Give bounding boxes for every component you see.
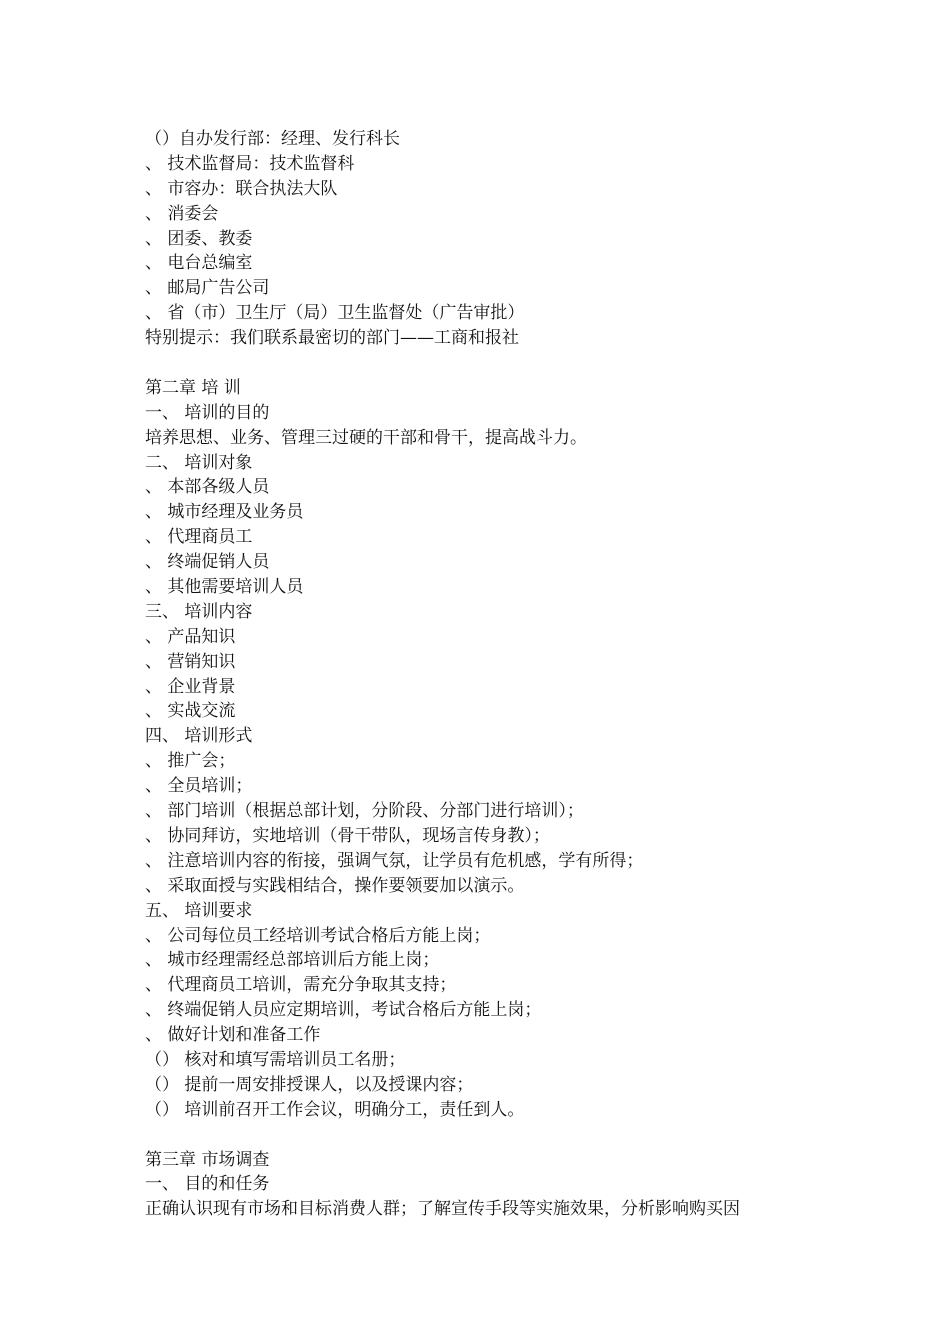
text-line: 、 城市经理及业务员: [145, 502, 304, 523]
text-line: 三、 培训内容: [145, 601, 253, 622]
text-line: 、 团委、教委: [145, 228, 253, 249]
text-line: 、 其他需要培训人员: [145, 577, 304, 598]
text-line: 、 产品知识: [145, 626, 236, 647]
document-page: [145, 127, 905, 1222]
text-line: 、 消委会: [145, 203, 219, 224]
text-line: 、 推广会；: [145, 751, 236, 772]
text-line: 、 邮局广告公司: [145, 278, 270, 299]
text-line: 五、 培训要求: [145, 900, 253, 921]
text-line: 、 做好计划和准备工作: [145, 1025, 321, 1046]
text-line: （） 核对和填写需培训员工名册；: [145, 1049, 406, 1070]
text-line: 、 全员培训；: [145, 776, 253, 797]
text-line: 、 采取面授与实践相结合，操作要领要加以演示。: [145, 875, 525, 896]
text-line: 一、 目的和任务: [145, 1174, 270, 1195]
text-line: 培养思想、业务、管理三过硬的干部和骨干，提高战斗力。: [145, 427, 587, 448]
text-line: （） 提前一周安排授课人，以及授课内容；: [145, 1074, 474, 1095]
blank-line: [145, 351, 905, 376]
text-line: 、 终端促销人员应定期培训，考试合格后方能上岗；: [145, 1000, 542, 1021]
text-line: 、 终端促销人员: [145, 552, 270, 573]
text-line: 二、 培训对象: [145, 452, 253, 473]
text-line: （） 培训前召开工作会议，明确分工，责任到人。: [145, 1099, 525, 1120]
text-line: 四、 培训形式: [145, 726, 253, 747]
text-line: 、 省（市）卫生厅（局）卫生监督处（广告审批）: [145, 303, 525, 324]
text-line: 正确认识现有市场和目标消费人群；了解宣传手段等实施效果，分析影响购买因: [145, 1199, 740, 1220]
text-line: 、 实战交流: [145, 701, 236, 722]
text-line: 、 公司每位员工经培训考试合格后方能上岗；: [145, 925, 491, 946]
text-line: 、 代理商员工: [145, 527, 253, 548]
text-line: 、 营销知识: [145, 651, 236, 672]
text-line: 、 市容办：联合执法大队: [145, 178, 338, 199]
text-line: 、 部门培训（根据总部计划，分阶段、分部门进行培训）；: [145, 801, 584, 822]
text-line: 特别提示：我们联系最密切的部门——工商和报社: [145, 328, 519, 349]
text-line: 、 协同拜访，实地培训（骨干带队，现场言传身教）；: [145, 825, 550, 846]
text-line: 、 城市经理需经总部培训后方能上岗；: [145, 950, 440, 971]
text-line: 、 企业背景: [145, 676, 236, 697]
text-line: 、 电台总编室: [145, 253, 253, 274]
text-line: 、 注意培训内容的衔接，强调气氛，让学员有危机感，学有所得；: [145, 850, 644, 871]
blank-line: [145, 1123, 905, 1148]
text-line: 、 本部各级人员: [145, 477, 270, 498]
text-line: 第二章 培 训: [145, 377, 241, 398]
text-line: 、 代理商员工培训，需充分争取其支持；: [145, 975, 457, 996]
text-line: 一、 培训的目的: [145, 402, 270, 423]
text-line: 第三章 市场调查: [145, 1149, 270, 1170]
text-line: （）自办发行部：经理、发行科长: [145, 129, 400, 149]
text-line: 、 技术监督局：技术监督科: [145, 153, 355, 174]
